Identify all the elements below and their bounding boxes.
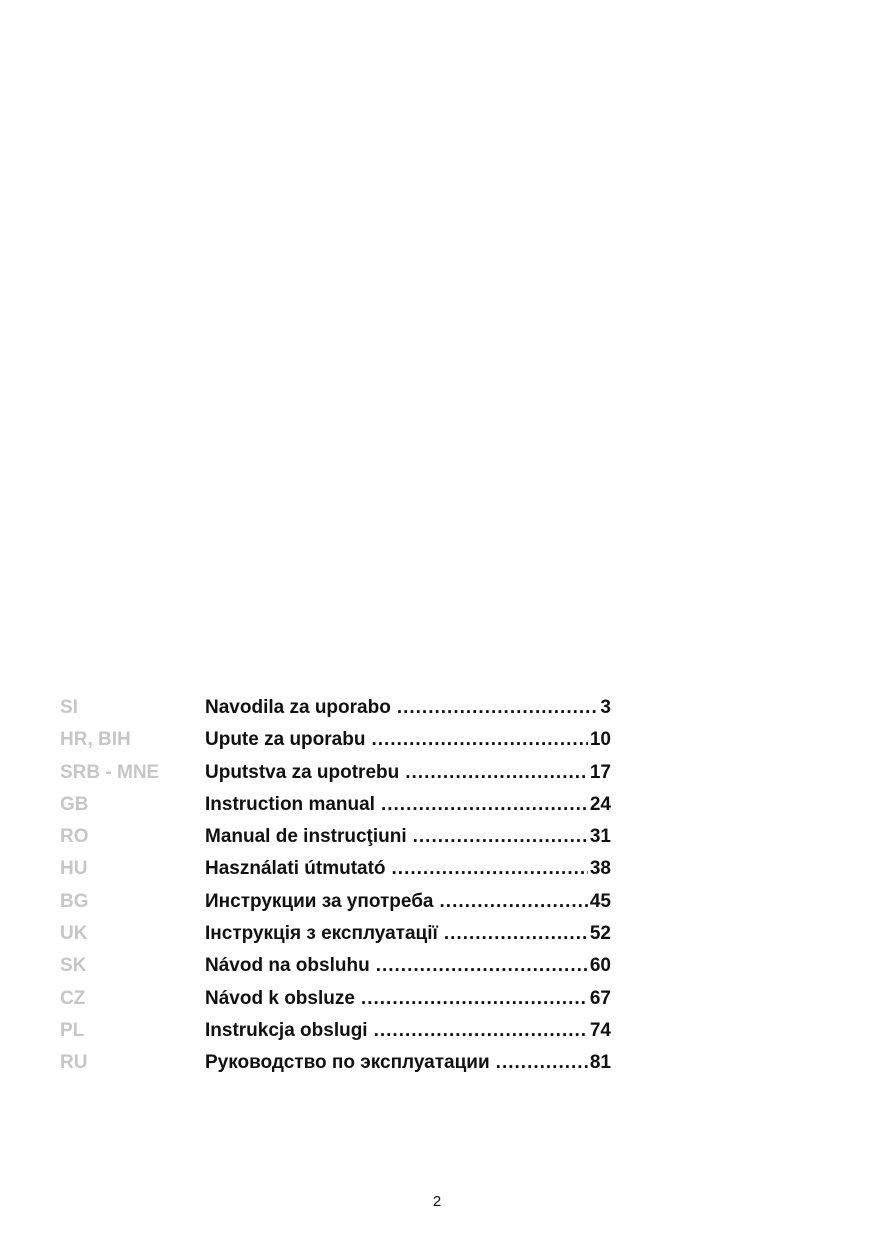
toc-page-number: 17	[589, 761, 611, 783]
toc-page-number: 10	[589, 729, 611, 751]
manual-title: Instruction manual	[205, 793, 375, 815]
language-code: SK	[60, 955, 87, 977]
toc-page-number: 52	[589, 923, 611, 945]
toc-page-number: 38	[589, 858, 611, 880]
toc-entry[interactable]	[205, 923, 611, 945]
dot-leader	[440, 891, 588, 913]
page-number: 2	[432, 1193, 442, 1210]
language-code: RO	[60, 826, 89, 848]
toc-page-number: 60	[589, 955, 611, 977]
toc-entry[interactable]	[205, 794, 611, 816]
toc-entry[interactable]	[205, 1020, 611, 1042]
toc-entry[interactable]	[205, 826, 611, 848]
toc-entry[interactable]	[205, 729, 611, 751]
manual-title: Manual de instrucţiuni	[205, 826, 407, 848]
manual-title: Uputstva za upotrebu	[205, 761, 400, 783]
toc-entry[interactable]	[205, 858, 611, 880]
language-code: UK	[60, 923, 88, 945]
language-code: BG	[60, 890, 89, 912]
toc-row[interactable]	[0, 983, 874, 1015]
toc-page-number: 67	[589, 987, 611, 1009]
toc-page-number: 81	[589, 1052, 611, 1074]
toc-entry[interactable]	[205, 988, 611, 1010]
language-code: PL	[60, 1019, 85, 1041]
toc-page-number: 45	[589, 890, 611, 912]
toc-row[interactable]	[0, 821, 874, 853]
manual-title: Instrukcja obslugi	[205, 1019, 368, 1041]
dot-leader	[405, 762, 588, 784]
toc-row[interactable]	[0, 1015, 874, 1047]
manual-title: Návod k obsluze	[205, 987, 355, 1009]
toc-entry[interactable]	[205, 697, 611, 719]
toc-row[interactable]	[0, 886, 874, 918]
dot-leader	[397, 697, 599, 719]
dot-leader	[361, 988, 588, 1010]
manual-title: Navodila za uporabo	[205, 697, 391, 718]
toc-row[interactable]	[0, 789, 874, 821]
manual-title: Upute za uporabu	[205, 729, 366, 751]
manual-title: Инструкции за употреба	[205, 890, 434, 912]
language-code: SRB - MNE	[60, 761, 160, 783]
toc-entry[interactable]	[205, 1052, 611, 1074]
dot-leader	[496, 1052, 588, 1074]
dot-leader	[371, 729, 587, 751]
toc-row[interactable]	[0, 724, 874, 756]
table-of-contents	[0, 692, 874, 1080]
language-code: CZ	[60, 987, 86, 1009]
language-code: SI	[60, 697, 78, 718]
manual-title: Руководство по эксплуатации	[205, 1052, 490, 1074]
toc-entry[interactable]	[205, 762, 611, 784]
dot-leader	[376, 955, 588, 977]
manual-title: Інструкція з експлуатації	[205, 923, 438, 945]
toc-row[interactable]	[0, 757, 874, 789]
toc-entry[interactable]	[205, 891, 611, 913]
toc-entry[interactable]	[205, 955, 611, 977]
toc-page-number: 3	[600, 697, 611, 718]
dot-leader	[444, 923, 588, 945]
manual-title: Használati útmutató	[205, 858, 386, 880]
toc-row[interactable]	[0, 918, 874, 950]
toc-page-number: 24	[589, 793, 611, 815]
manual-title: Návod na obsluhu	[205, 955, 370, 977]
language-code: HU	[60, 858, 88, 880]
toc-page-number: 74	[589, 1019, 611, 1041]
language-code: HR, BIH	[60, 729, 131, 751]
toc-row[interactable]	[0, 950, 874, 982]
toc-page-number: 31	[589, 826, 611, 848]
dot-leader	[413, 826, 588, 848]
toc-row[interactable]	[0, 692, 874, 724]
language-code: GB	[60, 793, 89, 815]
language-code: RU	[60, 1052, 88, 1074]
dot-leader	[392, 858, 588, 880]
toc-row[interactable]	[0, 1047, 874, 1079]
toc-row[interactable]	[0, 853, 874, 885]
dot-leader	[381, 794, 588, 816]
dot-leader	[374, 1020, 588, 1042]
